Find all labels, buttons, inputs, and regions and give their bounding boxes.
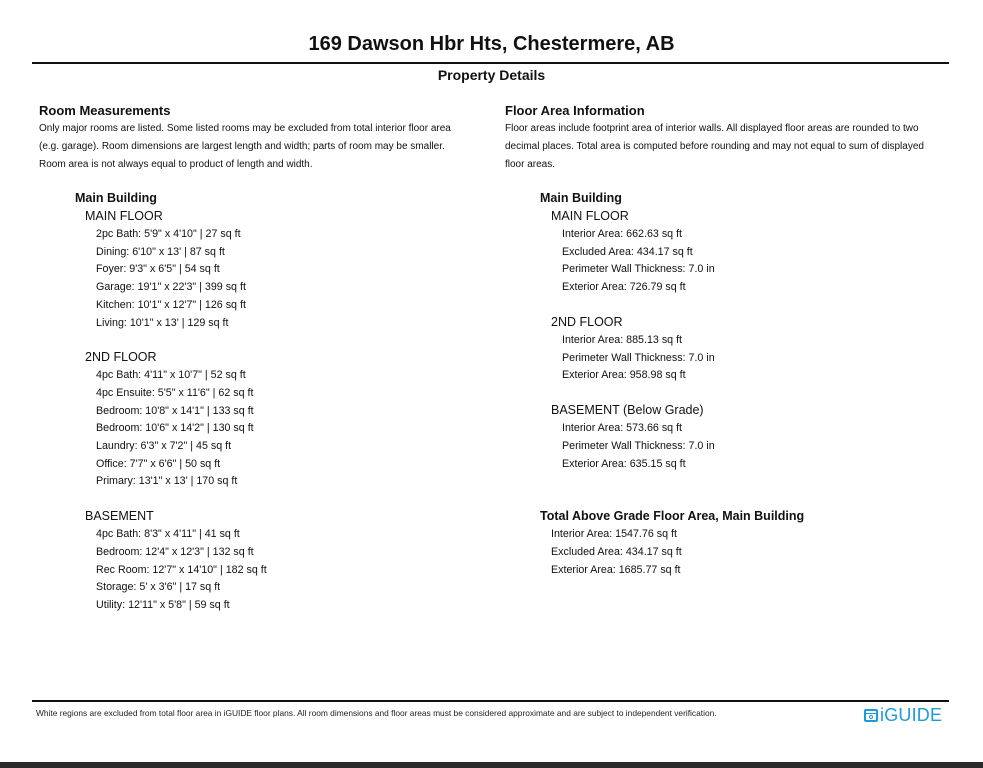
note-line: Only major rooms are listed. Some listed rooms may be excluded from total interior floor area	[39, 123, 451, 134]
footer-divider	[32, 700, 949, 702]
note-line: Room area is not always equal to product of length and width.	[39, 159, 313, 170]
note-line: floor areas.	[505, 159, 556, 170]
room-item: Laundry: 6'3" x 7'2" | 45 sq ft	[96, 440, 232, 452]
total-item: Exterior Area: 1685.77 sq ft	[551, 564, 681, 576]
floor-heading-2nd: 2ND FLOOR	[551, 315, 623, 329]
room-item: Foyer: 9'3" x 6'5" | 54 sq ft	[96, 263, 220, 275]
floor-area-heading: Floor Area Information	[505, 103, 645, 118]
floor-area-intro	[505, 103, 955, 174]
area-item: Perimeter Wall Thickness: 7.0 in	[562, 440, 715, 452]
iguide-logo	[864, 704, 942, 726]
page-subtitle: Property Details	[437, 67, 546, 83]
room-item: Bedroom: 10'6" x 14'2" | 130 sq ft	[96, 422, 254, 434]
room-item: Dining: 6'10" x 13' | 87 sq ft	[96, 246, 225, 258]
building-heading: Main Building	[540, 191, 622, 205]
total-item: Excluded Area: 434.17 sq ft	[551, 546, 682, 558]
area-item: Exterior Area: 958.98 sq ft	[562, 369, 686, 381]
room-item: Kitchen: 10'1" x 12'7" | 126 sq ft	[96, 299, 246, 311]
area-item: Interior Area: 885.13 sq ft	[562, 334, 683, 346]
iguide-logo-text: iGUIDE	[880, 704, 943, 725]
room-item: Rec Room: 12'7" x 14'10" | 182 sq ft	[96, 564, 267, 576]
room-item: Primary: 13'1" x 13' | 170 sq ft	[96, 475, 238, 487]
footer-disclaimer: White regions are excluded from total floor area in iGUIDE floor plans. All room dimensions and floor areas must be considered approximate and are subject to independent verification.	[36, 708, 717, 718]
area-item: Interior Area: 573.66 sq ft	[562, 422, 683, 434]
room-item: Garage: 19'1" x 22'3" | 399 sq ft	[96, 281, 246, 293]
room-item: Bedroom: 12'4" x 12'3" | 132 sq ft	[96, 546, 254, 558]
room-item: Utility: 12'11" x 5'8" | 59 sq ft	[96, 599, 230, 611]
room-item: 4pc Ensuite: 5'5" x 11'6" | 62 sq ft	[96, 387, 254, 399]
area-item: Interior Area: 662.63 sq ft	[562, 228, 683, 240]
floor-heading-basement: BASEMENT	[85, 509, 154, 523]
floor-heading-2nd: 2ND FLOOR	[85, 350, 157, 364]
title-divider	[32, 62, 949, 64]
note-line: Floor areas include footprint area of interior walls. All displayed floor areas are rounded to two	[505, 123, 919, 134]
area-item: Excluded Area: 434.17 sq ft	[562, 246, 693, 258]
room-item: Living: 10'1" x 13' | 129 sq ft	[96, 317, 229, 329]
room-measurements-note	[39, 120, 489, 174]
floor-heading-main: MAIN FLOOR	[551, 209, 629, 223]
room-item: Office: 7'7" x 6'6" | 50 sq ft	[96, 458, 221, 470]
bottom-bar	[0, 762, 983, 768]
area-item: Exterior Area: 726.79 sq ft	[562, 281, 686, 293]
room-item: 2pc Bath: 5'9" x 4'10" | 27 sq ft	[96, 228, 241, 240]
area-item: Perimeter Wall Thickness: 7.0 in	[562, 352, 715, 364]
area-item: Perimeter Wall Thickness: 7.0 in	[562, 263, 715, 275]
room-item: Storage: 5' x 3'6" | 17 sq ft	[96, 581, 221, 593]
iguide-logo-icon	[864, 709, 878, 722]
floor-area-note	[505, 120, 955, 174]
room-measurements-intro	[39, 103, 489, 174]
room-item: 4pc Bath: 8'3" x 4'11" | 41 sq ft	[96, 528, 240, 540]
floor-heading-basement: BASEMENT (Below Grade)	[551, 403, 704, 417]
floor-heading-main: MAIN FLOOR	[85, 209, 163, 223]
note-line: decimal places. Total area is computed before rounding and may not equal to sum of displayed	[505, 141, 924, 152]
total-item: Interior Area: 1547.76 sq ft	[551, 528, 677, 540]
building-heading: Main Building	[75, 191, 157, 205]
room-item: Bedroom: 10'8" x 14'1" | 133 sq ft	[96, 405, 254, 417]
room-measurements-heading: Room Measurements	[39, 103, 171, 118]
page-title: 169 Dawson Hbr Hts, Chestermere, AB	[308, 33, 675, 55]
note-line: (e.g. garage). Room dimensions are largest length and width; parts of room may be smaller.	[39, 141, 445, 152]
room-item: 4pc Bath: 4'11" x 10'7" | 52 sq ft	[96, 369, 246, 381]
total-area-heading: Total Above Grade Floor Area, Main Building	[540, 509, 805, 523]
area-item: Exterior Area: 635.15 sq ft	[562, 458, 686, 470]
